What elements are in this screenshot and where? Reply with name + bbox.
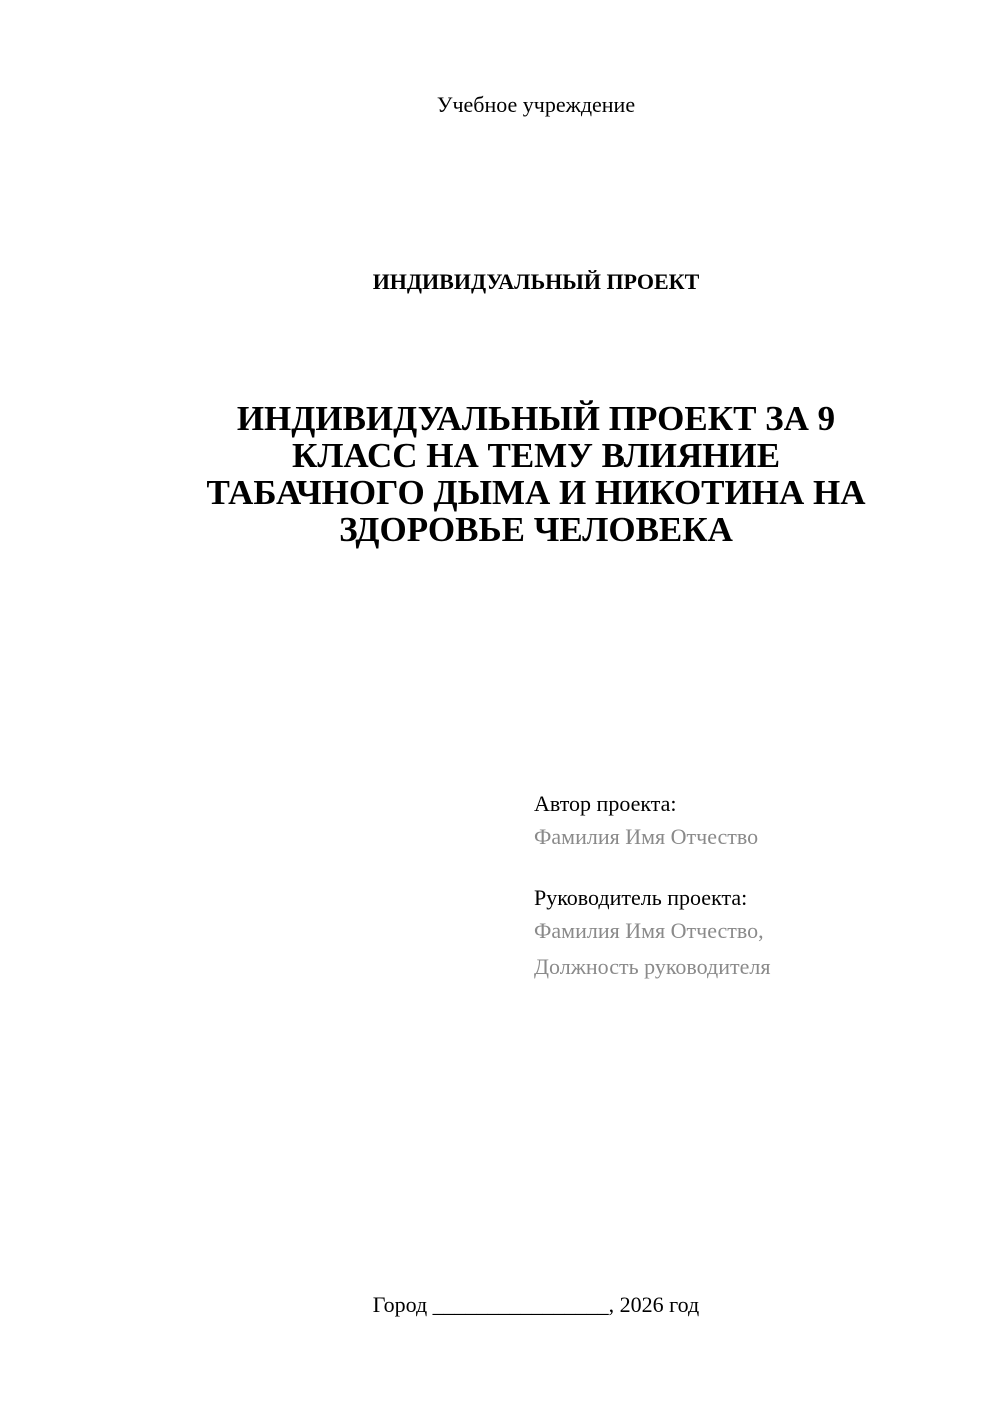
project-title-line: ИНДИВИДУАЛЬНЫЙ ПРОЕКТ ЗА 9	[236, 399, 836, 438]
supervisor-position: Должность руководителя	[534, 954, 771, 979]
credits-spacer	[534, 855, 974, 883]
document-type: ИНДИВИДУАЛЬНЫЙ ПРОЕКТ	[372, 269, 700, 294]
supervisor-label: Руководитель проекта:	[534, 885, 748, 910]
project-title-line: ТАБАЧНОГО ДЫМА И НИКОТИНА НА	[206, 473, 866, 512]
project-title-line: ЗДОРОВЬЕ ЧЕЛОВЕКА	[339, 510, 733, 549]
city-year-line: Город ________________, 2026 год	[372, 1292, 700, 1317]
project-title	[160, 400, 912, 548]
project-credits	[534, 789, 974, 985]
author-name: Фамилия Имя Отчество	[534, 824, 759, 849]
author-label: Автор проекта:	[534, 791, 677, 816]
institution-name: Учебное учреждение	[436, 92, 636, 117]
supervisor-name: Фамилия Имя Отчество,	[534, 918, 764, 943]
project-title-line: КЛАСС НА ТЕМУ ВЛИЯНИЕ	[291, 436, 781, 475]
